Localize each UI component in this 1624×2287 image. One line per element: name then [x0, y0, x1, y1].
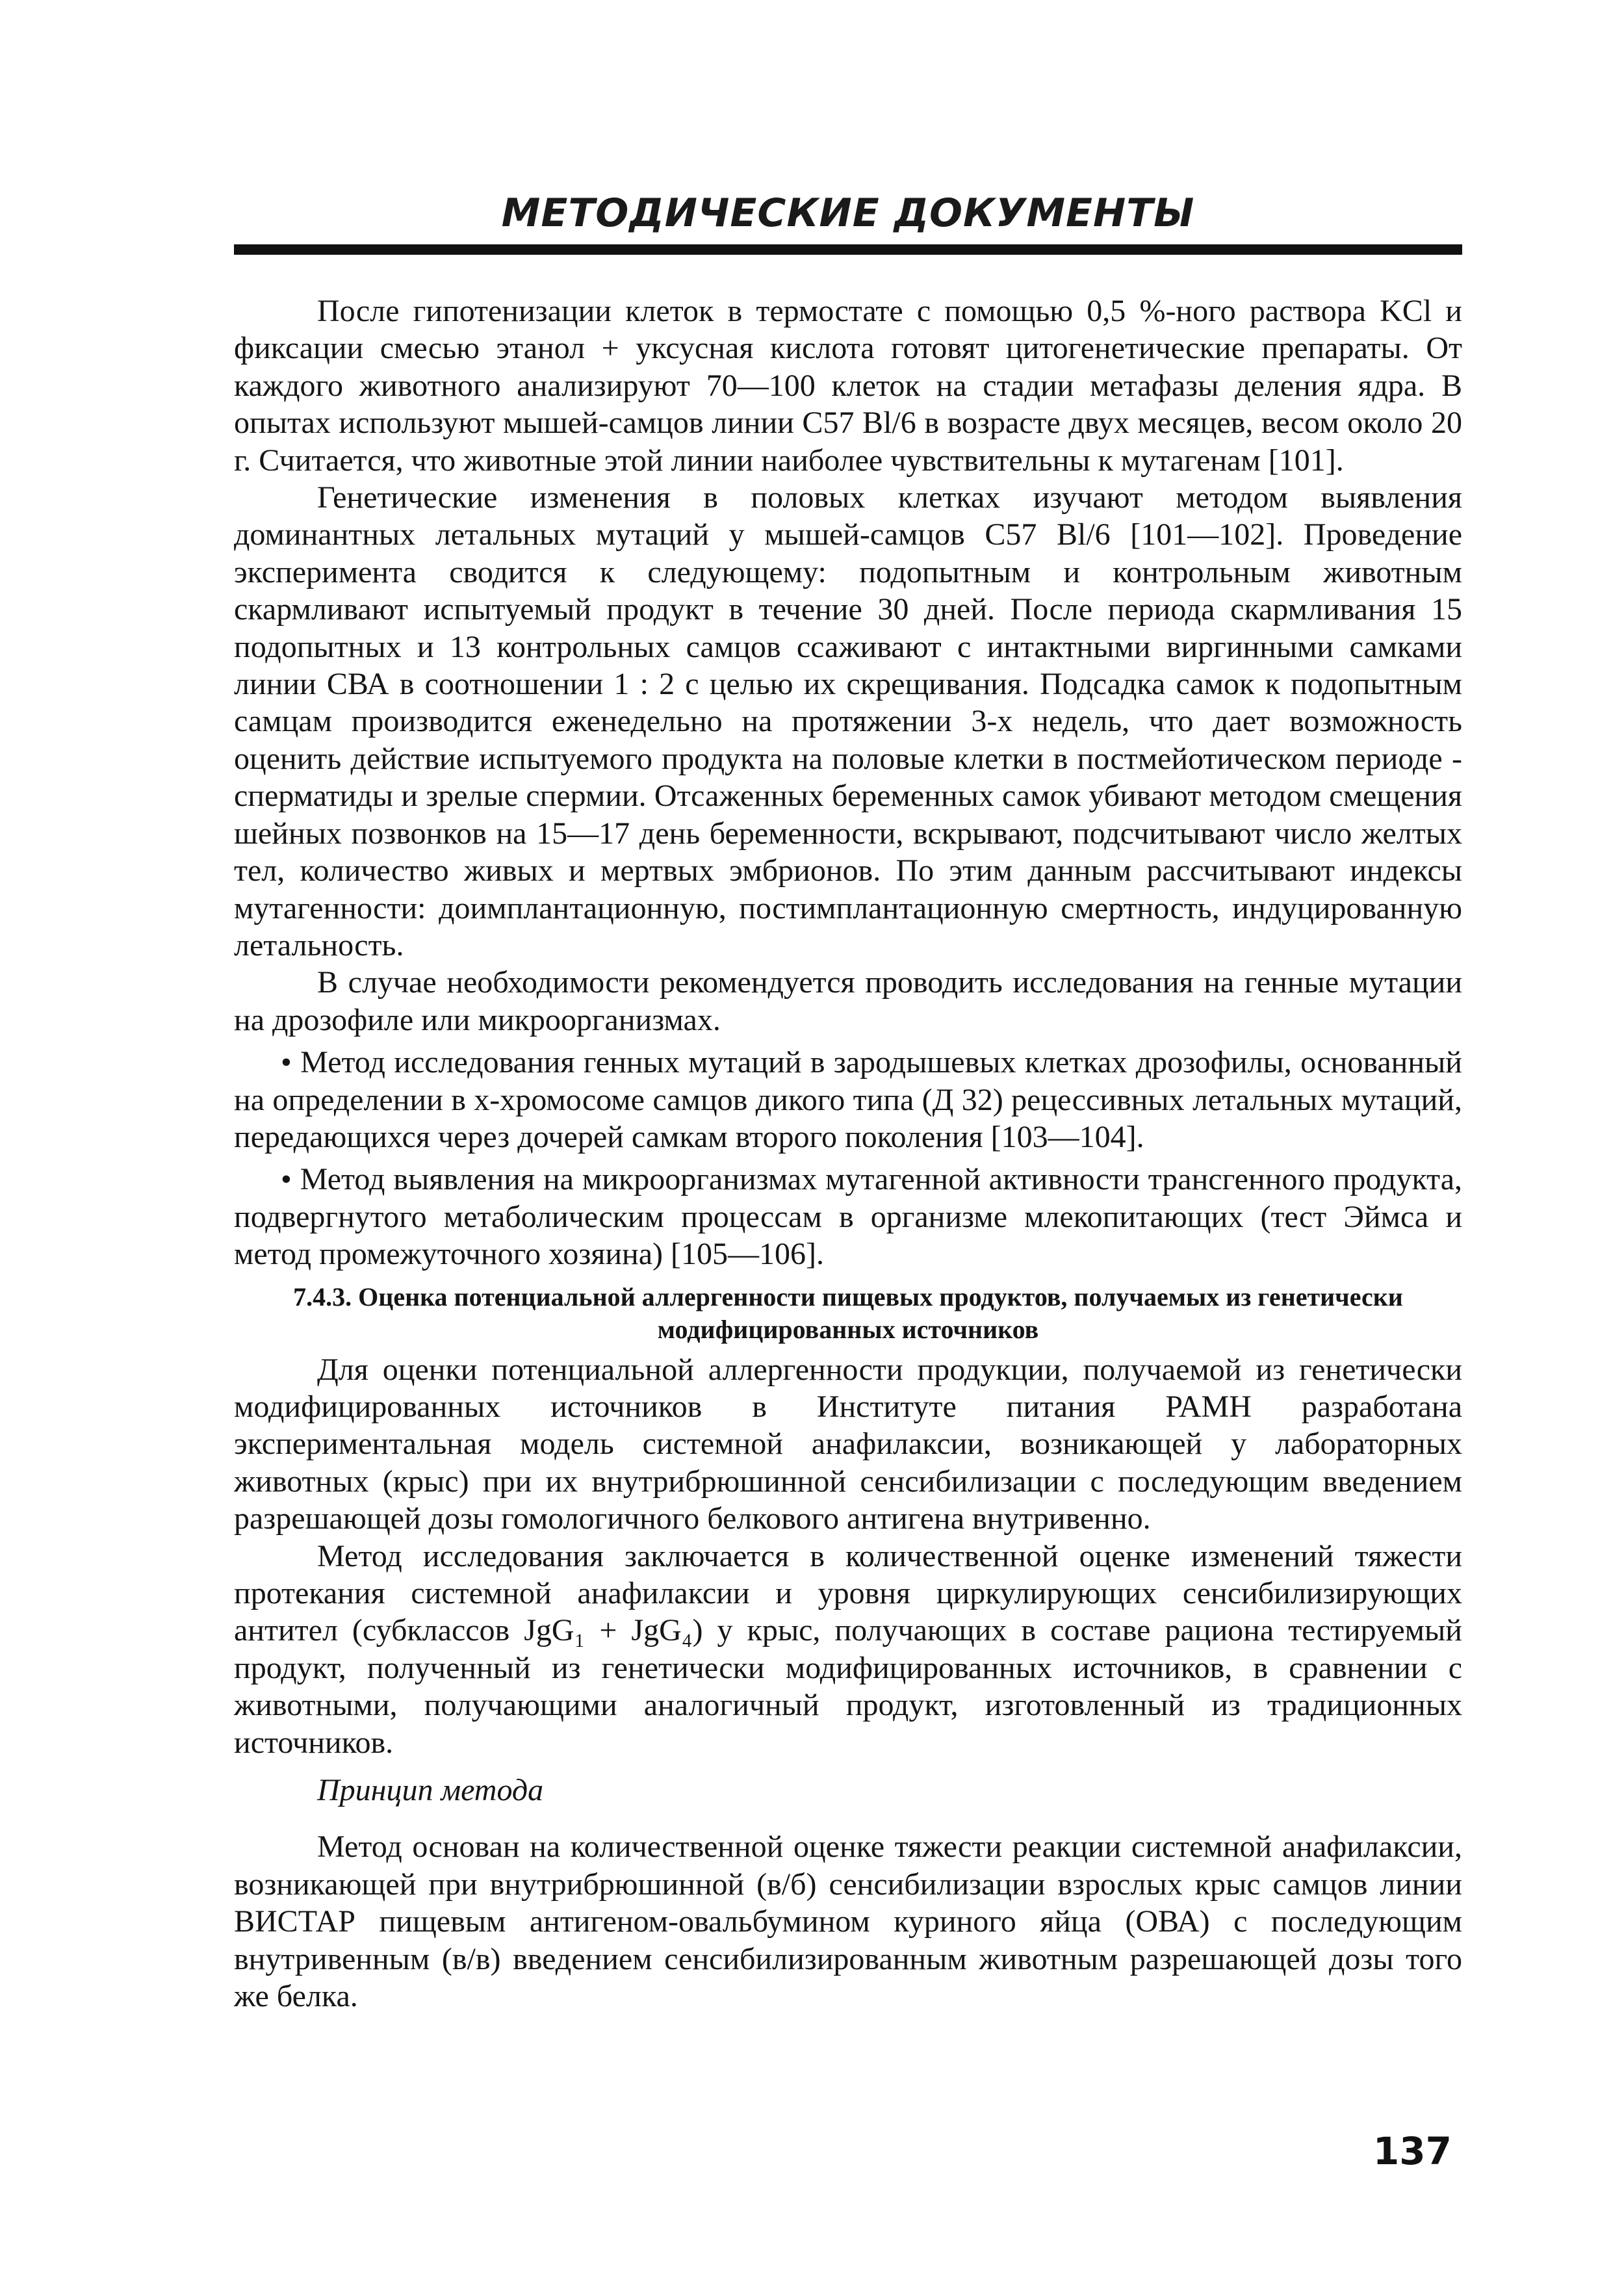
paragraph: Для оценки потенциальной аллергенности продукции, получаемой из генетически модифицированных источников в Институте питания РАМН разработана экспериментальная модель системной анафилаксии, возникающей у лабораторных животных (крыс) при их внутрибрюшинной сенсибилизации с последующим введением разрешающей дозы гомологичного белкового антигена внутривенно.	[234, 1352, 1462, 1536]
bullet-item: • Метод выявления на микроорганизмах мутагенной активности трансгенного продукта, подвергнутого метаболическим процессам в организме млекопитающих (тест Эймса и метод промежуточного хозяина) [105—106].	[234, 1162, 1462, 1272]
paragraph: Метод основан на количественной оценке тяжести реакции системной анафилаксии, возникающей при внутрибрюшинной (в/б) сенсибилизации взрослых крыс самцов линии ВИСТАР пищевым антигеном-овальбумином куриного яйца (ОВА) с последующим внутривенным (в/в) введением сенсибилизированным животным разрешающей дозы того же белка.	[234, 1829, 1462, 2014]
bullet-item: • Метод исследования генных мутаций в зародышевых клетках дрозофилы, основанный на определении в х-хромосоме самцов дикого типа (Д 32) рецессивных летальных мутаций, передающихся через дочерей самкам второго поколения [103—104].	[234, 1045, 1462, 1154]
section-heading: 7.4.3. Оценка потенциальной аллергенности пищевых продуктов, получаемых из генетически модифицированных источников	[293, 1282, 1403, 1344]
header-rule	[234, 244, 1462, 255]
page-number: 137	[1373, 2129, 1452, 2173]
subheading: Принцип метода	[317, 1773, 544, 1808]
body-text	[234, 292, 1462, 2015]
paragraph: Генетические изменения в половых клетках изучают методом выявления доминантных летальных мутаций у мышей-самцов С57 Bl/6 [101—102]. Проведение эксперимента сводится к следующему: подопытным и контрольным животным скармливают испытуемый продукт в течение 30 дней. После периода скармливания 15 подопытных и 13 контрольных самцов ссаживают с интактными виргинными самками линии СВА в соотношении 1 : 2 с целью их скрещивания. Подсадка самок к подопытным самцам производится еженедельно на протяжении 3-х недель, что дает возможность оценить действие испытуемого продукта на половые клетки в постмейотическом периоде - сперматиды и зрелые спермии. Отсаженных беременных самок убивают методом смещения шейных позвонков на 15—17 день беременности, вскрывают, подсчитывают число желтых тел, количество живых и мертвых эмбрионов. По этим данным рассчитывают индексы мутагенности: доимплантационную, постимплантационную смертность, индуцированную летальность.	[234, 480, 1462, 963]
paragraph: В случае необходимости рекомендуется проводить исследования на генные мутации на дрозофиле или микроорганизмах.	[234, 965, 1462, 1037]
paragraph: Метод исследования заключается в количественной оценке изменений тяжести протекания системной анафилаксии и уровня циркулирующих сенсибилизирующих антител (субклассов JgG₁ + JgG₄) у крыс, получающих в составе рациона тестируемый продукт, полученный из генетически модифицированных источников, в сравнении с животными, получающими аналогичный продукт, изготовленный из традиционных источников.	[234, 1538, 1462, 1760]
paragraph: После гипотенизации клеток в термостате с помощью 0,5 %-ного раствора KCl и фиксации смесью этанол + уксусная кислота готовят цитогенетические препараты. От каждого животного анализируют 70—100 клеток на стадии метафазы деления ядра. В опытах используют мышей-самцов линии С57 Bl/6 в возрасте двух месяцев, весом около 20 г. Считается, что животные этой линии наиболее чувствительны к мутагенам [101].	[234, 294, 1462, 478]
running-header-title: МЕТОДИЧЕСКИЕ ДОКУМЕНТЫ	[501, 190, 1195, 236]
